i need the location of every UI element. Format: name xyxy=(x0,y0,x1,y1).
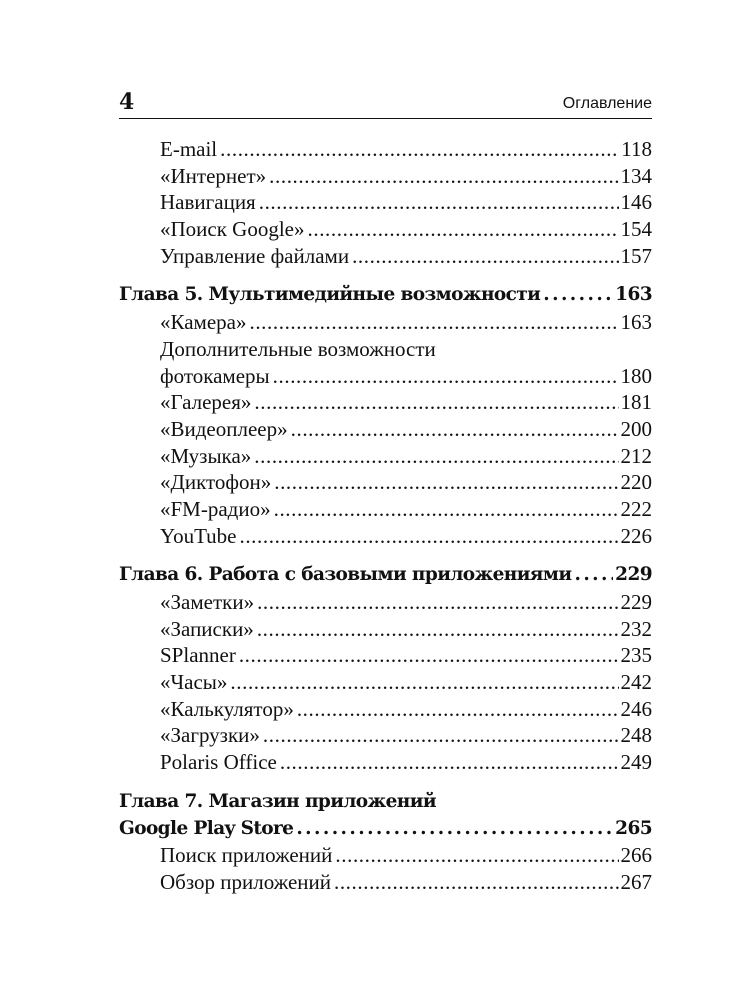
toc-chapter xyxy=(119,282,652,309)
dot-leader xyxy=(574,562,613,589)
toc-entry xyxy=(119,243,652,270)
toc-label: YouTube xyxy=(160,523,237,548)
toc-page-number: 163 xyxy=(620,310,652,335)
dot-leader xyxy=(254,443,618,470)
toc-label: «Калькулятор» xyxy=(160,696,294,721)
toc-entry xyxy=(119,589,652,616)
toc-entry xyxy=(119,696,652,723)
page-number: 4 xyxy=(119,89,135,115)
dot-leader xyxy=(239,642,619,669)
toc-entry xyxy=(119,616,652,643)
toc-entry xyxy=(119,869,652,896)
toc-entry xyxy=(119,336,652,363)
dot-leader xyxy=(274,496,619,523)
table-of-contents xyxy=(119,136,652,909)
toc-label: «FM-радио» xyxy=(160,496,271,521)
dot-leader xyxy=(308,216,619,243)
toc-chapter xyxy=(119,789,652,816)
toc-label: Поиск приложений xyxy=(160,843,333,868)
toc-entry xyxy=(119,496,652,523)
dot-leader xyxy=(297,696,619,723)
toc-label: «Загрузки» xyxy=(160,723,260,748)
toc-label: Глава 5. Мультимедийные возможности xyxy=(119,284,541,306)
dot-leader xyxy=(257,589,618,616)
toc-label: Глава 7. Магазин приложений xyxy=(119,790,436,812)
toc-section xyxy=(119,282,652,549)
toc-entry xyxy=(119,216,652,243)
toc-section xyxy=(119,136,652,269)
toc-section xyxy=(119,789,652,896)
toc-label: Глава 6. Работа с базовыми приложениями xyxy=(119,564,572,586)
toc-chapter xyxy=(119,562,652,589)
dot-leader xyxy=(269,163,618,190)
toc-label: «Часы» xyxy=(160,670,228,695)
toc-label: Навигация xyxy=(160,190,256,215)
toc-label: SPlanner xyxy=(160,643,236,668)
toc-page-number: 249 xyxy=(620,750,652,775)
toc-entry xyxy=(119,416,652,443)
toc-page-number: 226 xyxy=(620,523,652,548)
toc-page-number: 267 xyxy=(620,869,652,894)
toc-label: Polaris Office xyxy=(160,750,277,775)
toc-entry xyxy=(119,309,652,336)
toc-entry xyxy=(119,469,652,496)
toc-page-number: 229 xyxy=(620,590,652,614)
toc-page-number: 200 xyxy=(620,416,652,441)
toc-page-number: 232 xyxy=(620,616,652,641)
toc-entry xyxy=(119,443,652,470)
toc-page-number: 180 xyxy=(620,363,652,388)
toc-entry xyxy=(119,163,652,190)
toc-page-number: 163 xyxy=(615,284,652,306)
dot-leader xyxy=(220,136,619,163)
toc-label: «Заметки» xyxy=(160,590,255,614)
dot-leader xyxy=(249,309,618,336)
toc-label: Google Play Store xyxy=(119,817,294,839)
dot-leader xyxy=(254,389,618,416)
toc-label: «Интернет» xyxy=(160,163,267,188)
dot-leader xyxy=(273,363,619,390)
toc-page-number: 220 xyxy=(620,470,652,495)
dot-leader xyxy=(280,749,619,776)
toc-entry xyxy=(119,749,652,776)
toc-page-number: 154 xyxy=(620,217,652,242)
dot-leader xyxy=(352,243,618,270)
toc-label: Обзор приложений xyxy=(160,869,331,894)
toc-entry xyxy=(119,136,652,163)
toc-section xyxy=(119,562,652,776)
dot-leader xyxy=(334,869,619,896)
toc-chapter xyxy=(119,816,652,843)
dot-leader xyxy=(543,282,613,309)
dot-leader xyxy=(259,189,619,216)
toc-label: «Записки» xyxy=(160,616,254,641)
toc-label: «Галерея» xyxy=(160,390,252,415)
toc-page-number: 118 xyxy=(621,137,652,161)
dot-leader xyxy=(263,722,619,749)
dot-leader xyxy=(335,842,618,869)
toc-label: фотокамеры xyxy=(160,363,270,388)
toc-entry xyxy=(119,363,652,390)
toc-page-number: 266 xyxy=(620,843,652,868)
dot-leader xyxy=(274,469,618,496)
toc-label: «Видеоплеер» xyxy=(160,416,288,441)
toc-page-number: 222 xyxy=(620,496,652,521)
toc-label: «Поиск Google» xyxy=(160,217,305,242)
toc-entry xyxy=(119,669,652,696)
toc-entry xyxy=(119,189,652,216)
toc-page-number: 242 xyxy=(620,670,652,695)
toc-page-number: 248 xyxy=(620,723,652,748)
toc-entry xyxy=(119,642,652,669)
toc-page-number: 146 xyxy=(620,190,652,215)
toc-page-number: 265 xyxy=(615,817,652,839)
dot-leader xyxy=(230,669,618,696)
toc-label: «Камера» xyxy=(160,310,247,335)
dot-leader xyxy=(239,523,618,550)
toc-page-number: 246 xyxy=(620,696,652,721)
toc-label: E-mail xyxy=(160,137,218,161)
toc-page-number: 212 xyxy=(620,443,652,468)
toc-entry xyxy=(119,389,652,416)
toc-entry xyxy=(119,523,652,550)
toc-page-number: 181 xyxy=(620,390,652,415)
toc-label: «Диктофон» xyxy=(160,470,272,495)
dot-leader xyxy=(291,416,619,443)
toc-page-number: 229 xyxy=(615,564,652,586)
page-header xyxy=(119,90,652,119)
running-title: Оглавление xyxy=(562,95,652,112)
toc-page-number: 134 xyxy=(620,163,652,188)
toc-page-number: 157 xyxy=(620,243,652,268)
toc-label: «Музыка» xyxy=(160,443,252,468)
toc-label: Дополнительные возможности xyxy=(160,336,436,361)
dot-leader xyxy=(257,616,619,643)
toc-entry xyxy=(119,842,652,869)
toc-entry xyxy=(119,722,652,749)
dot-leader xyxy=(296,816,613,843)
toc-page-number: 235 xyxy=(620,643,652,668)
toc-label: Управление файлами xyxy=(160,243,350,268)
